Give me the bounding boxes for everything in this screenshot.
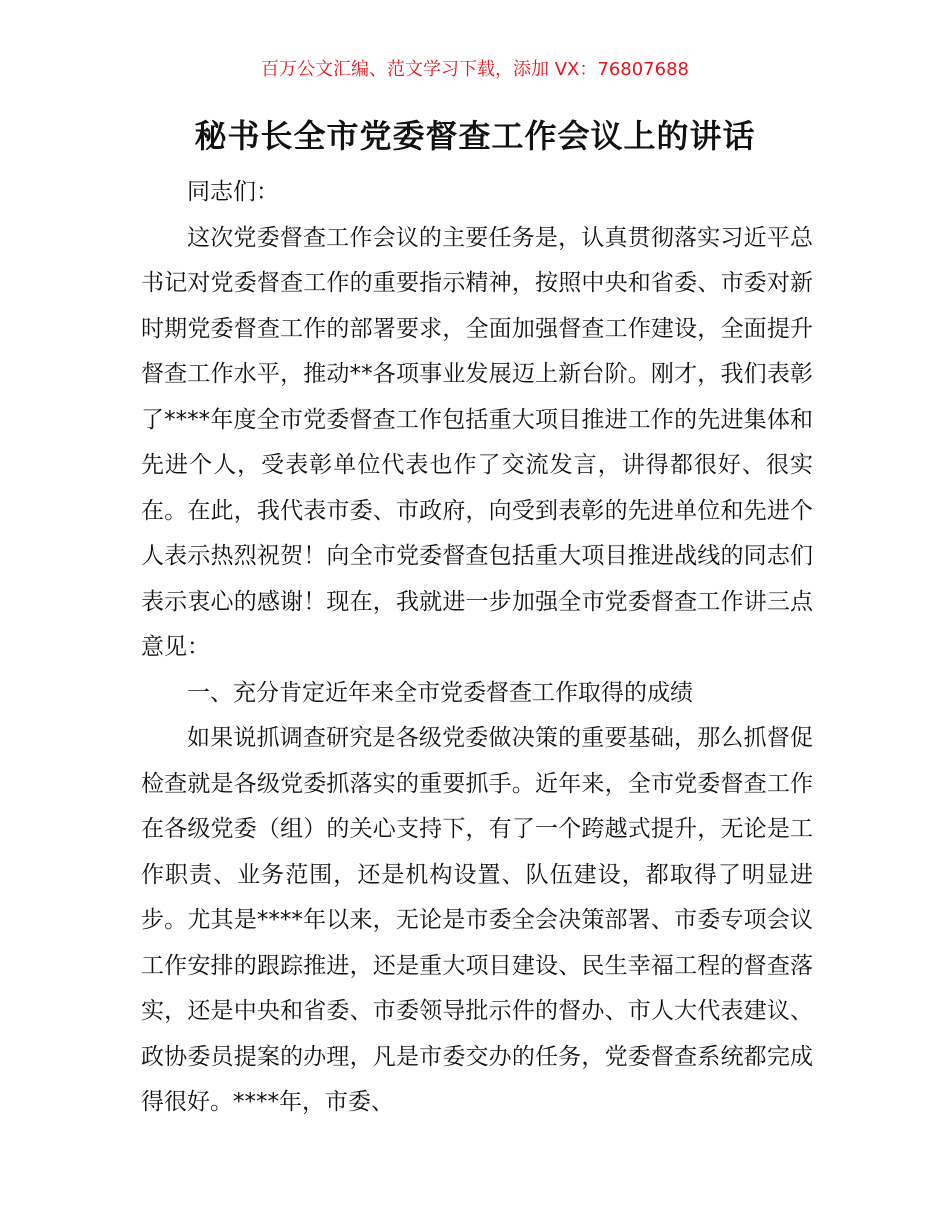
salutation-paragraph: 同志们： [187,179,279,205]
header-note: 百万公文汇编、范文学习下载，添加 VX：76807688 [261,59,689,80]
document-body [141,170,813,1126]
document-title: 秘书长全市党委督查工作会议上的讲话 [194,117,756,155]
section-heading: 一、充分肯定近年来全市党委督查工作取得的成绩 [187,679,693,706]
intro-paragraph: 这次党委督查工作会议的主要任务是，认真贯彻落实习近平总书记对党委督查工作的重要指示精神，按照中央和省委、市委对新时期党委督查工作的部署要求，全面加强督查工作建设，全面提升督查工作水平，推动**各项事业发展迈上新台阶。刚才，我们表彰了****年度全市党委督查工作包括重大项目推进工作的先进集体和先进个人，受表彰单位代表也作了交流发言，讲得都很好、很实在。在此，我代表市委、市政府，向受到表彰的先进单位和先进个人表示热烈祝贺！向全市党委督查包括重大项目推进战线的同志们表示衷心的感谢！现在，我就进一步加强全市党委督查工作讲三点意见： [141,224,813,660]
body-paragraph: 如果说抓调查研究是各级党委做决策的重要基础，那么抓督促检查就是各级党委抓落实的重要抓手。近年来，全市党委督查工作在各级党委（组）的关心支持下，有了一个跨越式提升，无论是工作职责、业务范围，还是机构设置、队伍建设，都取得了明显进步。尤其是****年以来，无论是市委全会决策部署、市委专项会议工作安排的跟踪推进，还是重大项目建设、民生幸福工程的督查落实，还是中央和省委、市委领导批示件的督办、市人大代表建议、政协委员提案的办理，凡是市委交办的任务，党委督查系统都完成得很好。****年，市委、 [141,725,813,1115]
